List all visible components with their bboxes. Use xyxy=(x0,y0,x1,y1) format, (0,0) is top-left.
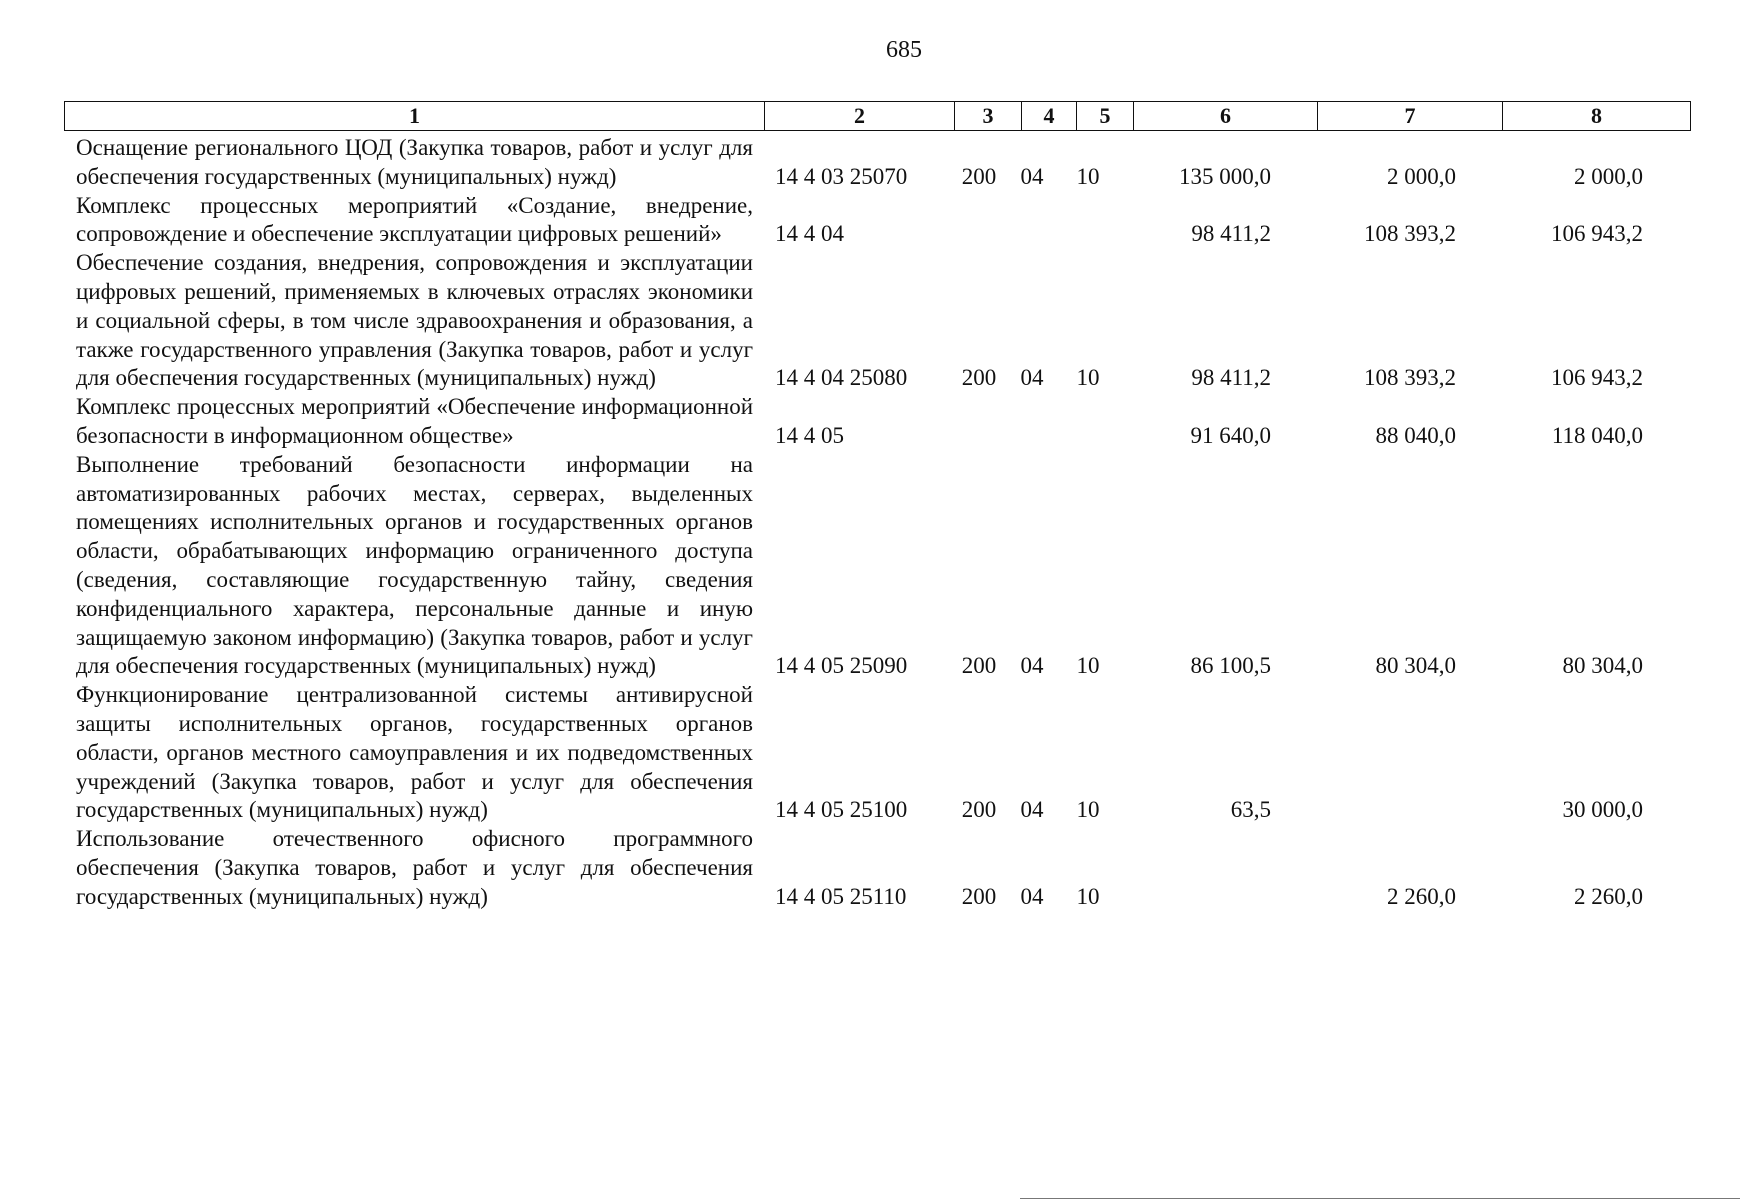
row-col-4: 04 xyxy=(1020,653,1044,679)
row-col-3: 200 xyxy=(961,365,997,391)
row-value-6: 135 000,0 xyxy=(1179,163,1271,189)
row-col-5: 10 xyxy=(1076,797,1100,823)
row-name: Комплекс процессных мероприятий «Создание, внедрение, сопровождение и обеспечение эксплуатации цифровых решений» xyxy=(76,192,753,247)
row-col-4: 04 xyxy=(1020,883,1044,909)
header-col-5: 5 xyxy=(1076,102,1133,130)
row-name: Выполнение требований безопасности информации на автоматизированных рабочих местах, серверах, выделенных помещениях исполнительных органов и государственных органов области, обрабатывающих информацию ограниченного доступа (сведения, составляющие государственную тайну, сведения конфиденциального характера, персональные данные и иную защищаемую законом информацию) (Закупка товаров, работ и услуг для обеспечения государственных (муниципальных) нужд) xyxy=(76,451,753,679)
row-value-7: 2 260,0 xyxy=(1387,883,1456,909)
table-row xyxy=(76,192,1686,250)
row-value-8: 106 943,2 xyxy=(1551,221,1643,247)
row-value-6: 91 640,0 xyxy=(1190,422,1271,448)
row-col-4: 04 xyxy=(1020,163,1044,189)
row-code: 14 4 05 25110 xyxy=(775,883,907,909)
row-value-8: 80 304,0 xyxy=(1562,653,1643,679)
table-row xyxy=(76,451,1686,681)
row-col-5: 10 xyxy=(1076,653,1100,679)
row-value-6: 63,5 xyxy=(1230,797,1271,823)
bottom-divider xyxy=(1020,1198,1740,1199)
row-value-7: 108 393,2 xyxy=(1364,365,1456,391)
row-code: 14 4 04 xyxy=(775,221,844,247)
row-value-7: 2 000,0 xyxy=(1387,163,1456,189)
table-row xyxy=(76,249,1686,393)
row-col-4: 04 xyxy=(1020,797,1044,823)
row-name: Оснащение регионального ЦОД (Закупка товаров, работ и услуг для обеспечения государственных (муниципальных) нужд) xyxy=(76,135,753,189)
table-row xyxy=(76,681,1686,825)
row-value-6: 98 411,2 xyxy=(1191,221,1271,247)
row-col-5: 10 xyxy=(1076,883,1100,909)
row-value-8: 118 040,0 xyxy=(1551,422,1643,448)
header-col-1: 1 xyxy=(409,103,420,128)
row-value-8: 30 000,0 xyxy=(1562,797,1643,823)
row-code: 14 4 05 25090 xyxy=(775,653,908,679)
header-col-6: 6 xyxy=(1133,102,1317,130)
header-col-8: 8 xyxy=(1502,102,1690,130)
row-col-5: 10 xyxy=(1076,365,1100,391)
header-col-3: 3 xyxy=(954,102,1021,130)
row-code: 14 4 04 25080 xyxy=(775,365,908,391)
row-col-4: 04 xyxy=(1020,365,1044,391)
row-code: 14 4 05 xyxy=(775,422,844,448)
row-name: Комплекс процессных мероприятий «Обеспечение информационной безопасности в информационном обществе» xyxy=(76,394,753,448)
row-value-8: 106 943,2 xyxy=(1551,365,1643,391)
row-value-7: 80 304,0 xyxy=(1375,653,1456,679)
row-value-6: 86 100,5 xyxy=(1190,653,1271,679)
table-row xyxy=(76,393,1686,451)
table-row xyxy=(76,825,1686,911)
header-col-4: 4 xyxy=(1021,102,1076,130)
header-col-7: 7 xyxy=(1317,102,1502,130)
row-value-8: 2 000,0 xyxy=(1574,163,1643,189)
table-header xyxy=(64,101,1691,131)
row-name: Использование отечественного офисного программного обеспечения (Закупка товаров, работ и услуг для обеспечения государственных (муниципальных) нужд) xyxy=(76,826,753,909)
table-body xyxy=(76,134,1686,912)
row-name: Обеспечение создания, внедрения, сопровождения и эксплуатации цифровых решений, применяемых в ключевых отраслях экономики и социальной сферы, в том числе здравоохранения и образования, а также государственного управления (Закупка товаров, работ и услуг для обеспечения государственных (муниципальных) нужд) xyxy=(76,250,753,391)
row-code: 14 4 03 25070 xyxy=(775,163,908,189)
row-value-8: 2 260,0 xyxy=(1574,883,1643,909)
page-number: 685 xyxy=(886,37,922,63)
row-name: Функционирование централизованной системы антивирусной защиты исполнительных органов, государственных органов области, органов местного самоуправления и их подведомственных учреждений (Закупка товаров, работ и услуг для обеспечения государственных (муниципальных) нужд) xyxy=(76,682,753,823)
row-code: 14 4 05 25100 xyxy=(775,797,908,823)
row-value-6: 98 411,2 xyxy=(1191,365,1271,391)
row-value-7: 88 040,0 xyxy=(1375,422,1456,448)
row-col-3: 200 xyxy=(961,883,997,909)
table-row xyxy=(76,134,1686,192)
row-col-3: 200 xyxy=(961,163,997,189)
header-col-2: 2 xyxy=(764,102,954,130)
row-col-5: 10 xyxy=(1076,163,1100,189)
row-col-3: 200 xyxy=(961,653,997,679)
row-col-3: 200 xyxy=(961,797,997,823)
row-value-7: 108 393,2 xyxy=(1364,221,1456,247)
